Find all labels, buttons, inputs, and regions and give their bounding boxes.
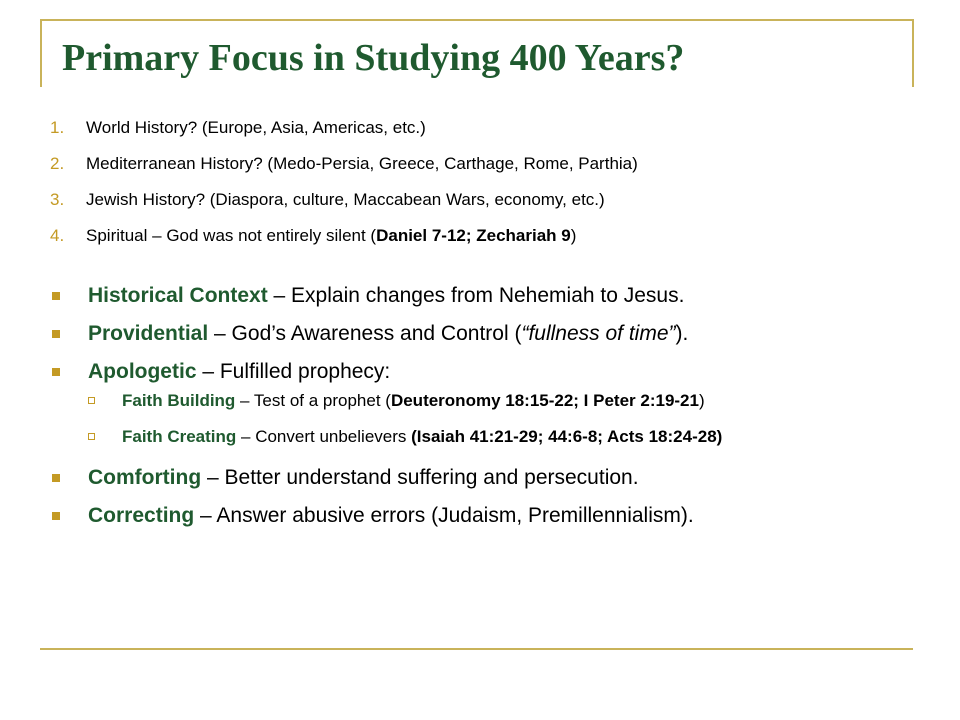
sub-bullet-text: – Test of a prophet ( [235, 391, 391, 410]
sub-bullet-text-end: ) [698, 391, 705, 410]
bullet-text: – Better understand suffering and persecution. [201, 466, 639, 489]
numbered-item [50, 222, 910, 258]
hollow-square-bullet-icon [88, 433, 95, 440]
sub-bullet-faith-building [88, 391, 912, 411]
item-text: Mediterranean History? (Medo-Persia, Greece, Carthage, Rome, Parthia) [86, 154, 638, 173]
item-number: 1. [50, 118, 65, 137]
item-text: Spiritual – God was not entirely silent ( [86, 226, 377, 245]
slide-title: Primary Focus in Studying 400 Years? [62, 37, 685, 79]
numbered-list [50, 114, 910, 258]
frame-right-rule [912, 19, 914, 87]
item-text: World History? (Europe, Asia, Americas, etc.) [86, 118, 426, 137]
hollow-square-bullet-icon [88, 397, 95, 404]
bullet-label: Correcting [88, 504, 195, 527]
square-bullet-icon [52, 368, 60, 376]
sub-bullet-list [88, 391, 912, 447]
scripture-reference: Daniel 7-12; Zechariah 9 [376, 226, 571, 245]
item-text: Jewish History? (Diaspora, culture, Maccabean Wars, economy, etc.) [86, 190, 605, 209]
bullet-text: – Explain changes from Nehemiah to Jesus. [267, 284, 685, 307]
item-number: 2. [50, 154, 65, 173]
bullet-apologetic [52, 357, 912, 447]
square-bullet-icon [52, 512, 60, 520]
bullet-correcting [52, 501, 912, 531]
bullet-historical [52, 281, 912, 311]
numbered-item [50, 186, 910, 222]
bullet-text: – Fulfilled prophecy: [196, 360, 391, 383]
bullet-label: Providential [88, 322, 209, 345]
numbered-item [50, 114, 910, 150]
scripture-reference: Deuteronomy 18:15-22; I Peter 2:19-21 [390, 391, 699, 410]
item-number: 3. [50, 190, 65, 209]
frame-top-rule [40, 19, 913, 21]
bullet-text: – God’s Awareness and Control ( [208, 322, 522, 345]
bullet-label: Historical Context [88, 284, 268, 307]
bullet-italic-text: “fullness of time” [521, 322, 676, 345]
sub-bullet-label: Faith Building [122, 391, 236, 410]
bullet-list [52, 281, 912, 539]
square-bullet-icon [52, 292, 60, 300]
sub-bullet-text: – Convert unbelievers [236, 427, 412, 446]
frame-bottom-rule [40, 648, 913, 650]
square-bullet-icon [52, 330, 60, 338]
scripture-reference: (Isaiah 41:21-29; 44:6-8; Acts 18:24-28) [411, 427, 723, 446]
sub-bullet-faith-creating [88, 427, 912, 447]
bullet-label: Apologetic [88, 360, 197, 383]
item-text-end: ) [570, 226, 577, 245]
bullet-text-end: ). [675, 322, 689, 345]
item-number: 4. [50, 226, 65, 245]
frame-left-rule [40, 19, 42, 87]
sub-bullet-label: Faith Creating [122, 427, 237, 446]
bullet-text: – Answer abusive errors (Judaism, Premillennialism). [194, 504, 694, 527]
bullet-comforting [52, 463, 912, 493]
bullet-label: Comforting [88, 466, 202, 489]
bullet-providential [52, 319, 912, 349]
square-bullet-icon [52, 474, 60, 482]
numbered-item [50, 150, 910, 186]
